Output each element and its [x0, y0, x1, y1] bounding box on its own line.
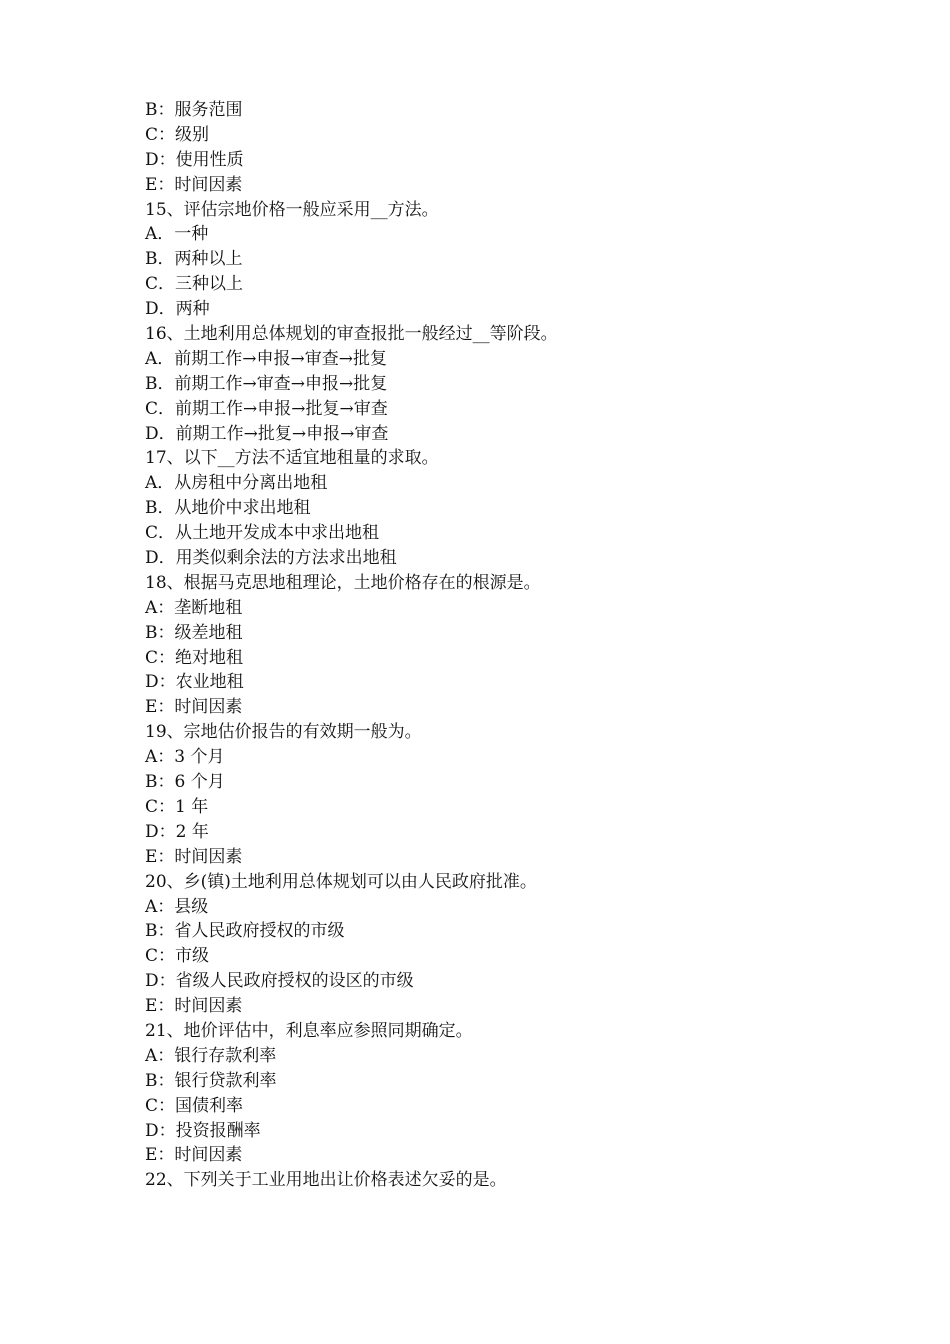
option-line: C：级别: [145, 124, 210, 145]
option-line: B：银行贷款利率: [145, 1070, 277, 1091]
question-line: 21、地价评估中，利息率应参照同期确定。: [145, 1020, 473, 1041]
question-line: 18、根据马克思地租理论，土地价格存在的根源是。: [145, 572, 541, 593]
option-line: B：省人民政府授权的市级: [145, 921, 345, 942]
option-line: E：时间因素: [145, 1145, 243, 1166]
option-line: C．前期工作→申报→批复→审查: [145, 398, 388, 419]
option-line: B：级差地租: [145, 622, 243, 643]
option-line: D：农业地租: [145, 672, 244, 693]
question-line: 17、以下__方法不适宜地租量的求取。: [145, 448, 439, 469]
option-line: B：6 个月: [145, 772, 225, 793]
option-line: E：时间因素: [145, 996, 243, 1017]
option-line: D：使用性质: [145, 149, 244, 170]
option-line: C：市级: [145, 946, 210, 967]
option-line: E：时间因素: [145, 697, 243, 718]
option-line: C：1 年: [145, 796, 209, 817]
option-line: C．从土地开发成本中求出地租: [145, 523, 380, 544]
option-line: A．前期工作→申报→审查→批复: [145, 348, 388, 369]
option-line: A：银行存款利率: [145, 1045, 277, 1066]
option-line: D：投资报酬率: [145, 1120, 261, 1141]
question-line: 22、下列关于工业用地出让价格表述欠妥的是。: [145, 1170, 507, 1191]
option-line: B．从地价中求出地租: [145, 498, 311, 519]
option-line: A．从房租中分离出地租: [145, 473, 328, 494]
option-line: B：服务范围: [145, 100, 243, 120]
option-line: E：时间因素: [145, 846, 243, 867]
question-line: 20、乡(镇)土地利用总体规划可以由人民政府批准。: [145, 871, 537, 892]
option-line: D．前期工作→批复→申报→审查: [145, 423, 389, 444]
option-line: A：垄断地租: [145, 597, 243, 618]
option-line: C：国债利率: [145, 1095, 244, 1116]
question-line: 16、土地利用总体规划的审查报批一般经过__等阶段。: [145, 324, 558, 345]
question-line: 15、评估宗地价格一般应采用__方法。: [145, 199, 439, 220]
option-line: A：3 个月: [145, 747, 225, 768]
option-line: D：省级人民政府授权的设区的市级: [145, 971, 414, 992]
option-line: C：绝对地租: [145, 647, 244, 668]
option-line: B．两种以上: [145, 249, 243, 270]
question-line: 19、宗地估价报告的有效期一般为。: [145, 722, 422, 743]
option-line: C．三种以上: [145, 274, 244, 295]
page-content: [145, 98, 845, 1193]
option-line: A：县级: [145, 896, 209, 917]
option-line: B．前期工作→审查→申报→批复: [145, 373, 388, 394]
option-line: D．用类似剩余法的方法求出地租: [145, 548, 397, 569]
option-line: D．两种: [145, 299, 210, 320]
option-line: A．一种: [145, 224, 209, 245]
option-line: E：时间因素: [145, 174, 243, 195]
option-line: D：2 年: [145, 821, 209, 842]
